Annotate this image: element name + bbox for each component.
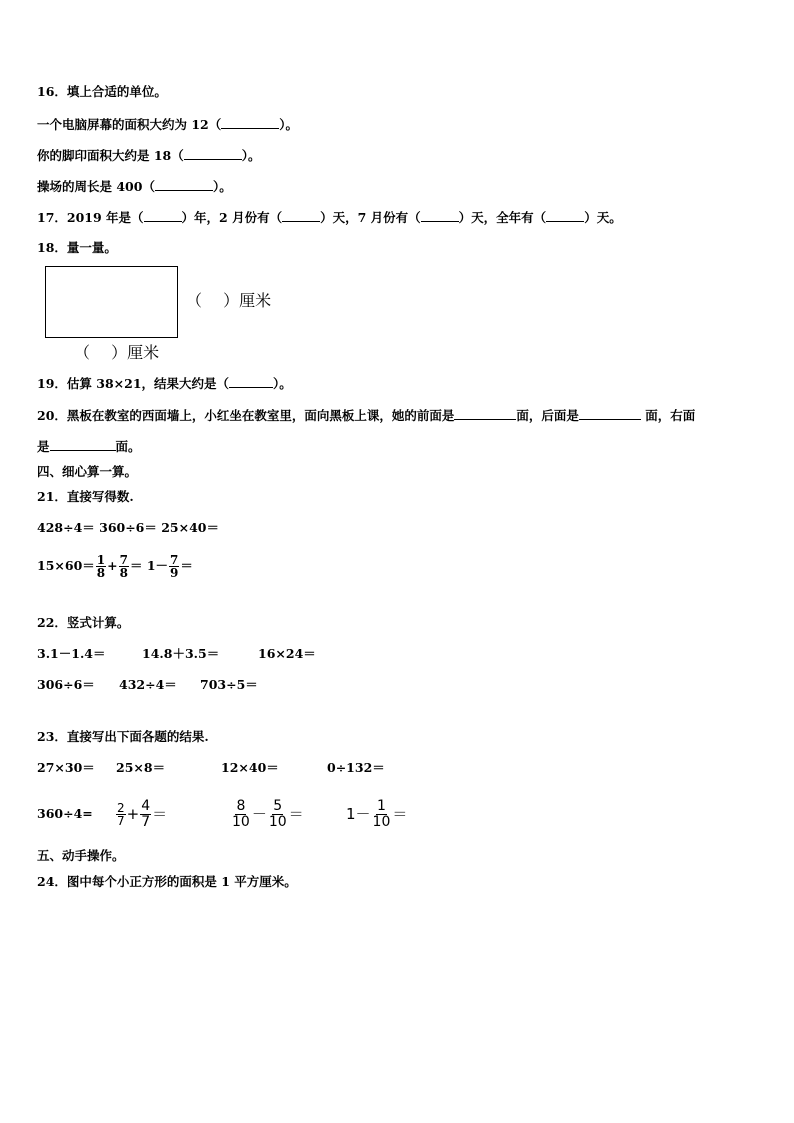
q23-title: 23．直接写出下面各题的结果. xyxy=(37,729,209,744)
q17: 17．2019 年是（ ）年，2 月份有（ ）天，7 月份有（ ）天，全年有（ ）天。 xyxy=(37,210,622,225)
answer-blank[interactable] xyxy=(184,147,242,160)
q23-item: 360÷4= xyxy=(37,806,93,821)
answer-blank[interactable] xyxy=(579,407,641,420)
q23-item: 12×40＝ xyxy=(221,760,279,775)
q19: 19．估算 38×21，结果大约是（ ）。 xyxy=(37,376,292,391)
q22-item: 14.8＋3.5＝ xyxy=(142,646,220,661)
answer-blank[interactable] xyxy=(454,407,516,420)
q23-expr-3: 1－ $\frac{1}{10}$ ＝ xyxy=(346,798,408,830)
q20-line2: 是 面。 xyxy=(37,439,141,454)
q20-line1: 20．黑板在教室的西面墙上，小红坐在教室里，面向黑板上课，她的前面是 面，后面是 面，右面 xyxy=(37,408,696,423)
answer-blank[interactable] xyxy=(229,375,273,388)
q23-item: 0÷132＝ xyxy=(327,760,385,775)
q18-bottom-label: （ ）厘米 xyxy=(74,343,160,362)
answer-blank[interactable] xyxy=(144,209,182,222)
q18-title: 18．量一量。 xyxy=(37,240,117,255)
q22-title: 22．竖式计算。 xyxy=(37,615,130,630)
answer-blank[interactable] xyxy=(155,178,213,191)
q23-expr-1: $\frac{2}{7}$ + $\frac{4}{7}$ ＝ xyxy=(117,798,168,830)
q22-item: 3.1－1.4＝ xyxy=(37,646,106,661)
q16-line1: 一个电脑屏幕的面积大约为 12（ ）。 xyxy=(37,117,299,132)
answer-blank[interactable] xyxy=(282,209,320,222)
section-5-heading: 五、动手操作。 xyxy=(37,848,125,863)
q21-row2: 15×60＝ $\frac{1}{8}$ + $\frac{7}{8}$ ＝ 1－ $\frac{7}{9}$ ＝ xyxy=(37,553,193,580)
q24-title: 24．图中每个小正方形的面积是 1 平方厘米。 xyxy=(37,874,297,889)
q16-line2: 你的脚印面积大约是 18（ ）。 xyxy=(37,148,261,163)
section-4-heading: 四、细心算一算。 xyxy=(37,464,138,479)
q23-item: 27×30＝ xyxy=(37,760,95,775)
q23-item: 25×8＝ xyxy=(116,760,166,775)
q22-item: 432÷4＝ xyxy=(119,677,177,692)
q22-item: 306÷6＝ xyxy=(37,677,95,692)
q22-item: 703÷5＝ xyxy=(200,677,258,692)
q23-expr-2: $\frac{8}{10}$ － $\frac{5}{10}$ ＝ xyxy=(232,798,304,830)
answer-blank[interactable] xyxy=(421,209,459,222)
q16-line3: 操场的周长是 400（ ）。 xyxy=(37,179,232,194)
measure-rectangle xyxy=(45,266,178,338)
q21-title: 21．直接写得数. xyxy=(37,489,134,504)
q22-item: 16×24＝ xyxy=(258,646,316,661)
q18-right-label: （ ）厘米 xyxy=(186,291,272,310)
q21-row1: 428÷4＝ 360÷6＝ 25×40＝ xyxy=(37,520,219,535)
answer-blank[interactable] xyxy=(50,438,116,451)
q16-title: 16．填上合适的单位。 xyxy=(37,84,167,99)
answer-blank[interactable] xyxy=(546,209,584,222)
answer-blank[interactable] xyxy=(221,116,279,129)
